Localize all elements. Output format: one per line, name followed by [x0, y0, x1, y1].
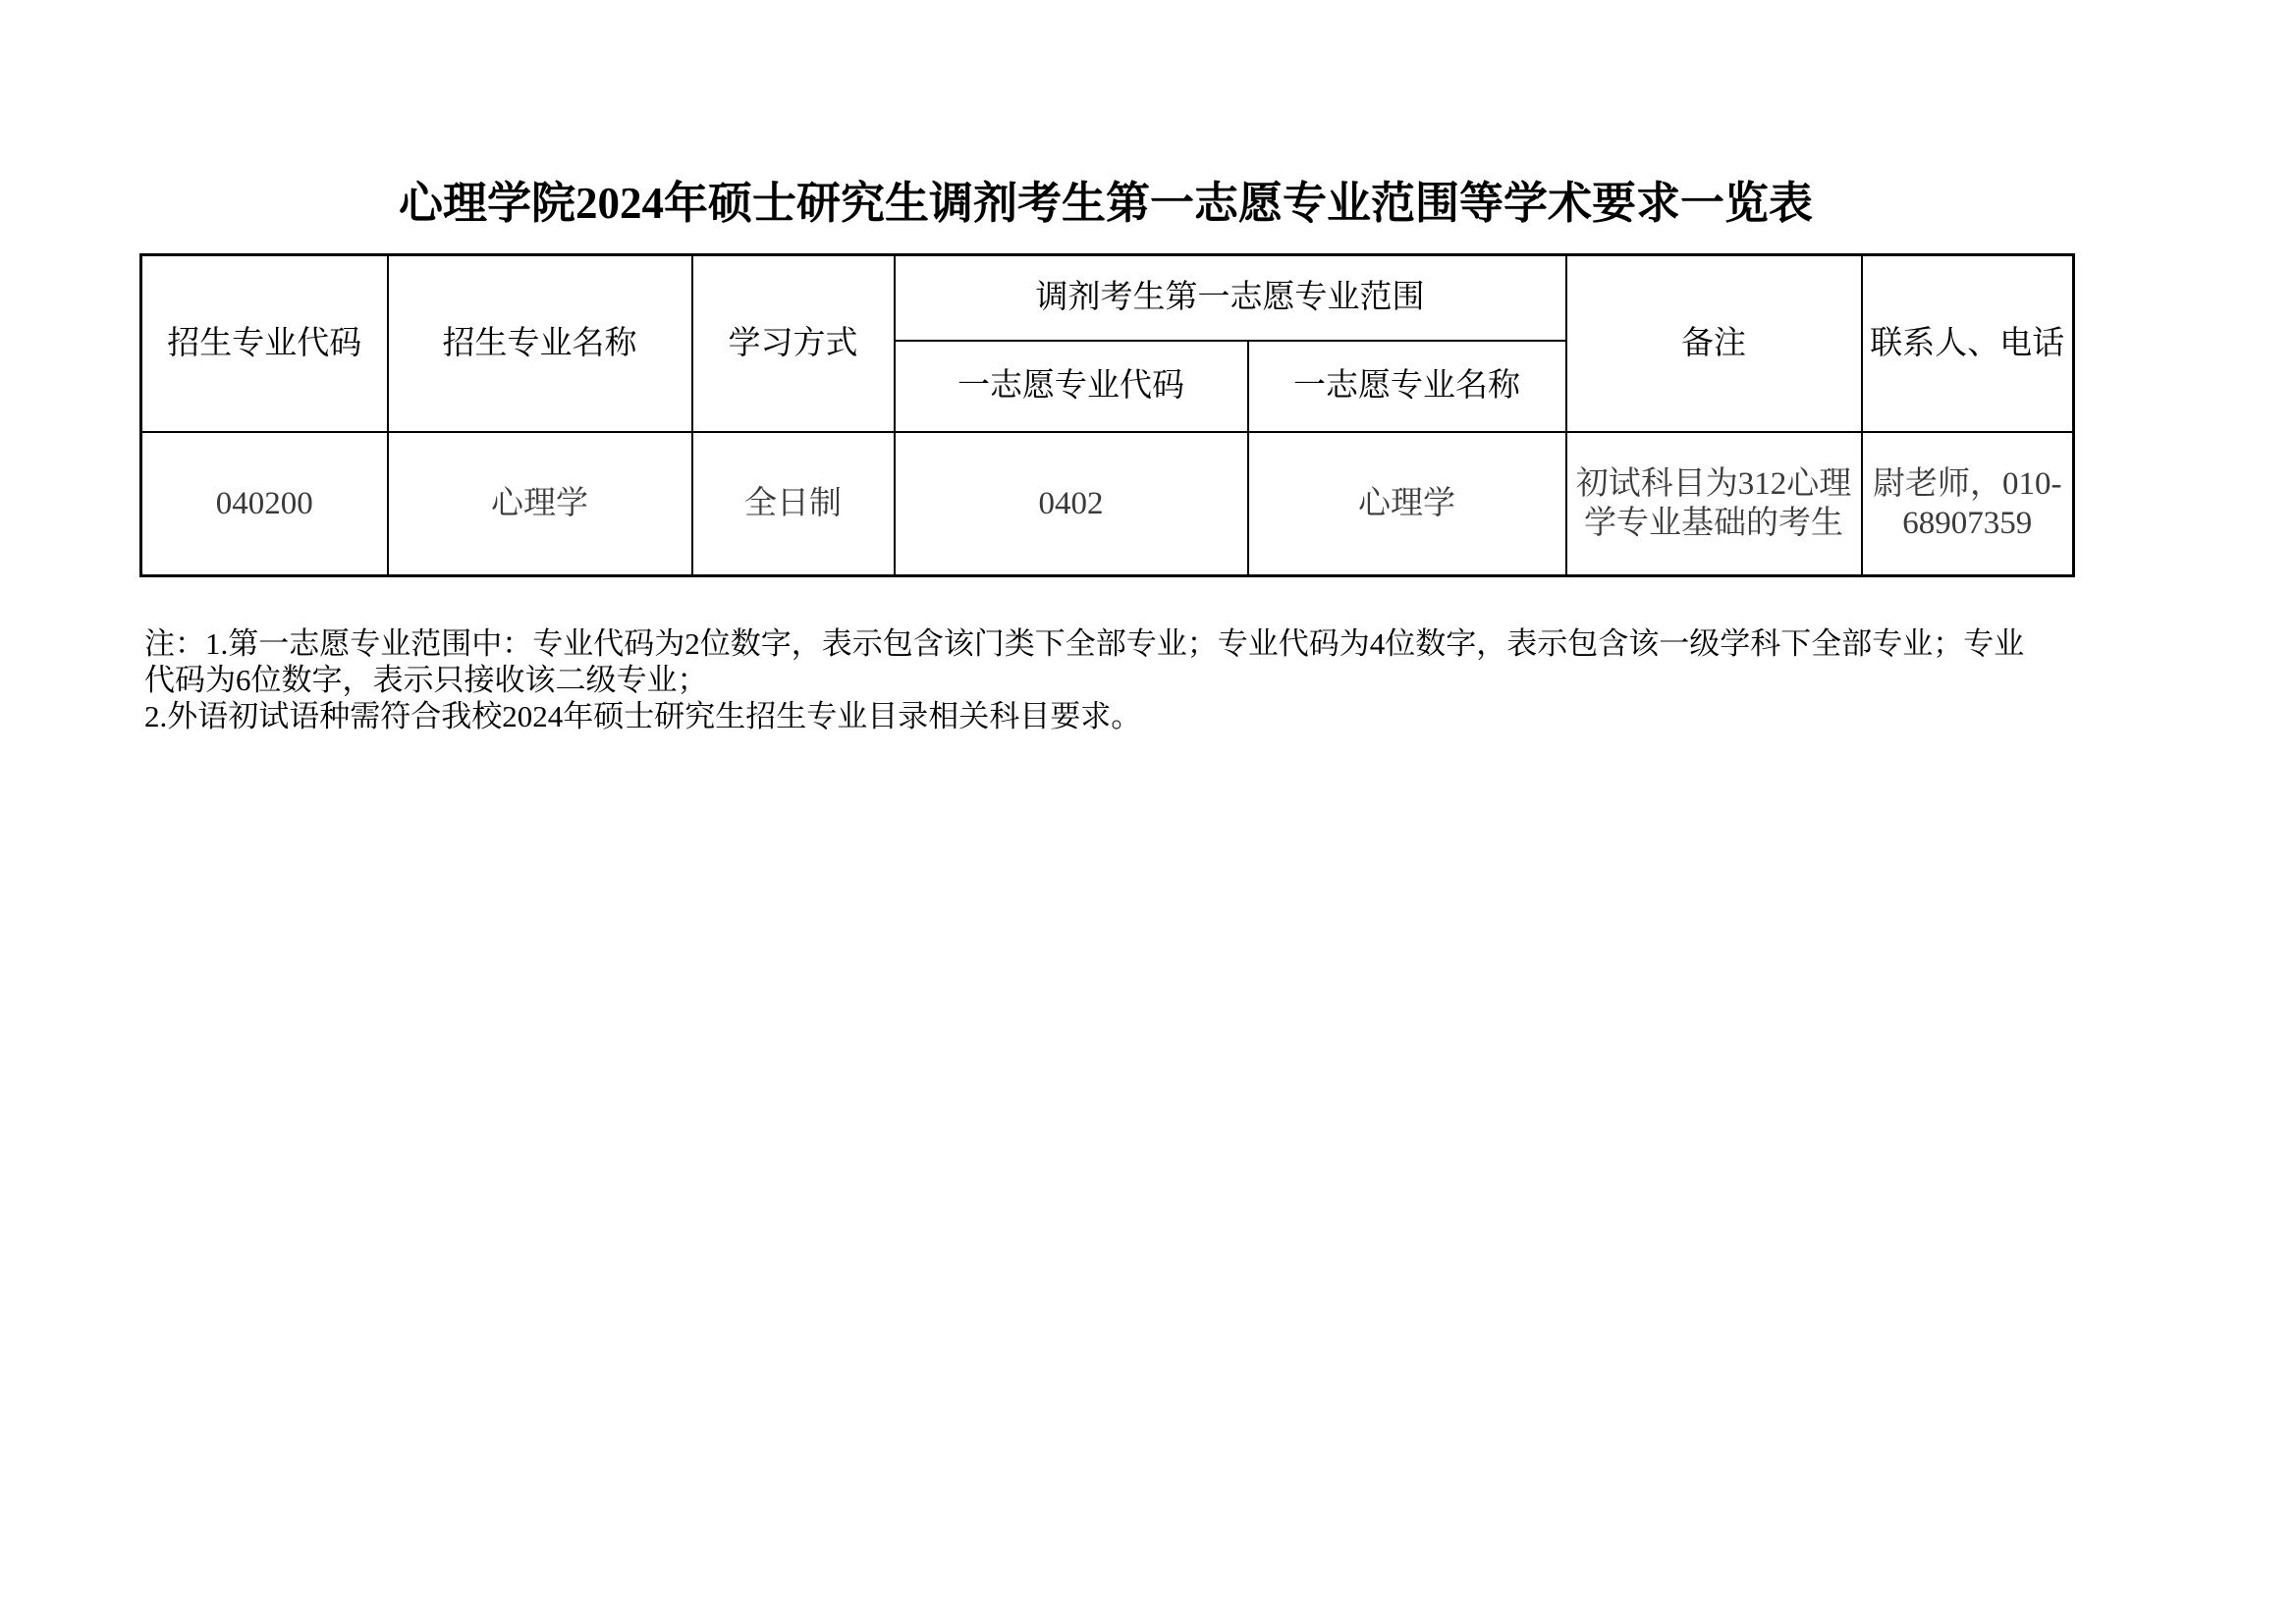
cell-remarks: 初试科目为312心理学专业基础的考生 — [1566, 432, 1862, 576]
notes-section — [144, 625, 2040, 734]
table-body — [141, 432, 2074, 576]
table-header — [141, 255, 2074, 432]
header-contact: 联系人、电话 — [1862, 255, 2074, 432]
header-major-code: 招生专业代码 — [141, 255, 388, 432]
cell-major-name: 心理学 — [388, 432, 692, 576]
header-first-choice-code: 一志愿专业代码 — [895, 341, 1248, 432]
requirements-table — [139, 253, 2075, 577]
header-major-name: 招生专业名称 — [388, 255, 692, 432]
page-title: 心理学院2024年硕士研究生调剂考生第一志愿专业范围等学术要求一览表 — [398, 179, 1813, 228]
cell-study-mode: 全日制 — [692, 432, 895, 576]
header-remarks: 备注 — [1566, 255, 1862, 432]
cell-first-choice-code: 0402 — [895, 432, 1248, 576]
header-study-mode: 学习方式 — [692, 255, 895, 432]
note-2: 2.外语初试语种需符合我校2024年硕士研究生招生专业目录相关科目要求。 — [144, 699, 1142, 733]
cell-major-code: 040200 — [141, 432, 388, 576]
cell-contact: 尉老师，010-68907359 — [1862, 432, 2074, 576]
header-first-choice-name: 一志愿专业名称 — [1248, 341, 1566, 432]
header-first-choice-range: 调剂考生第一志愿专业范围 — [895, 255, 1566, 341]
table-row — [141, 432, 2074, 576]
cell-first-choice-name: 心理学 — [1248, 432, 1566, 576]
header-row-top — [141, 255, 2074, 341]
note-1: 注：1.第一志愿专业范围中：专业代码为2位数字，表示包含该门类下全部专业；专业代码为4位数字，表示包含该一级学科下全部专业；专业代码为6位数字，表示只接收该二级专业； — [144, 626, 2025, 697]
